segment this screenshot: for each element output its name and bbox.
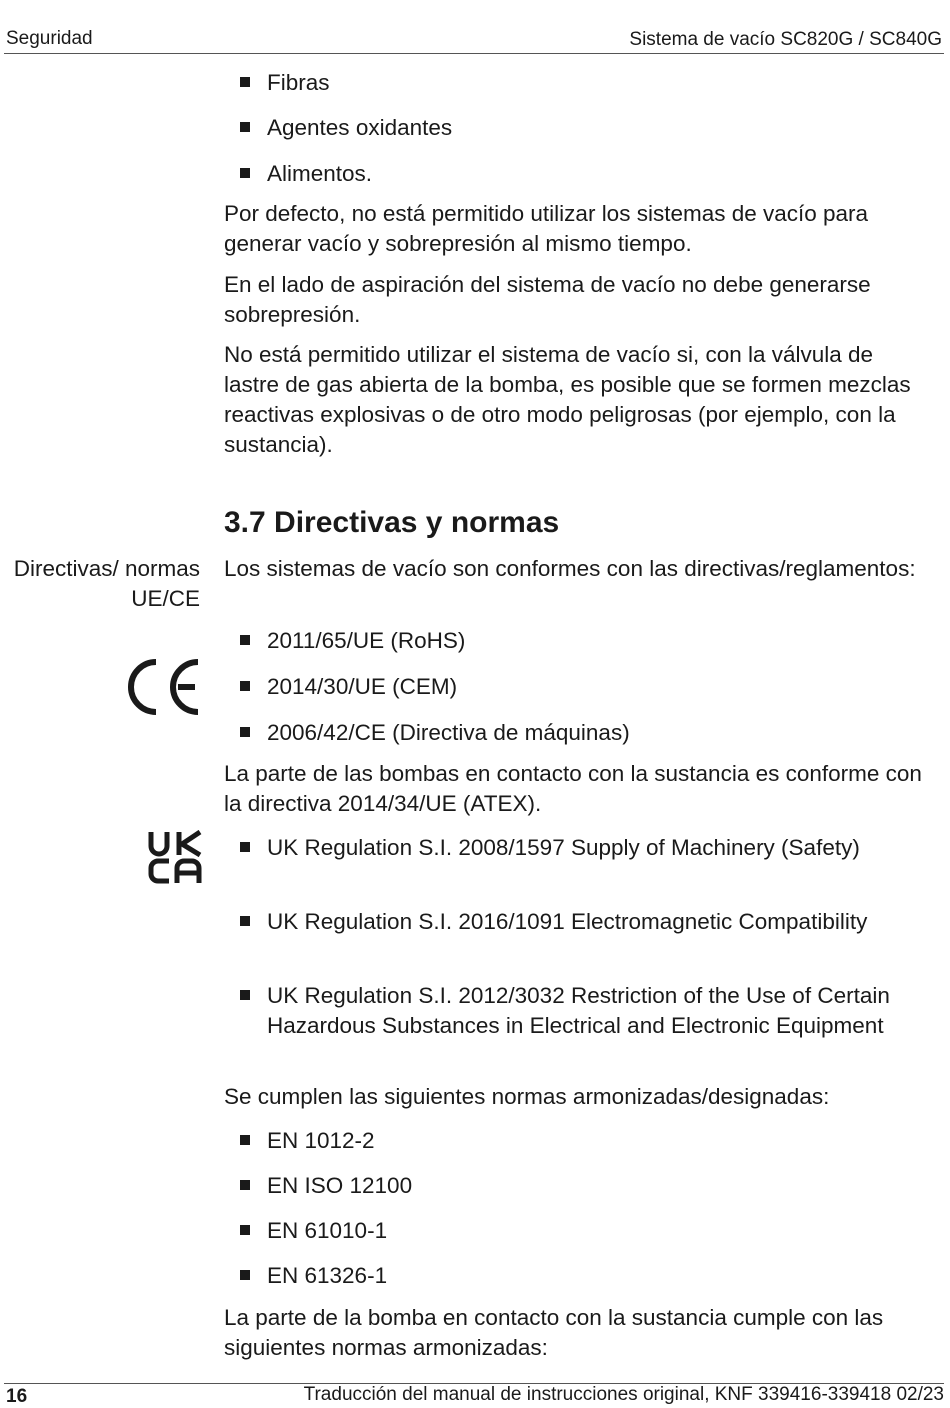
bullet-square-icon xyxy=(240,1270,250,1280)
list-item: EN ISO 12100 xyxy=(240,1171,920,1201)
paragraph: No está permitido utilizar el sistema de vacío si, con la válvula de lastre de gas abierta de la bomba, es posible que se formen mezclas reactivas explosivas o de otro modo peligrosas (por ejemplo, con la sustancia). xyxy=(224,342,911,457)
list-item: UK Regulation S.I. 2016/1091 Electromagnetic Compatibility xyxy=(240,907,920,937)
list-item: 2011/65/UE (RoHS) xyxy=(240,626,920,656)
bullet-square-icon xyxy=(240,635,250,645)
bullet-square-icon xyxy=(240,916,250,926)
footer-text: Traducción del manual de instrucciones original, KNF 339416-339418 02/23 xyxy=(303,1384,944,1405)
list-item: Alimentos. xyxy=(240,159,920,189)
paragraph: En el lado de aspiración del sistema de vacío no debe generarse sobrepresión. xyxy=(224,272,871,327)
bullet-square-icon xyxy=(240,1135,250,1145)
bullet-square-icon xyxy=(240,1225,250,1235)
header-divider xyxy=(4,53,944,54)
list-item: EN 61326-1 xyxy=(240,1261,920,1291)
bullet-square-icon xyxy=(240,1180,250,1190)
bullet-square-icon xyxy=(240,842,250,852)
list-item: EN 61010-1 xyxy=(240,1216,920,1246)
list-item: 2014/30/UE (CEM) xyxy=(240,672,920,702)
header-section: Seguridad xyxy=(6,28,93,49)
list-item: Fibras xyxy=(240,68,920,98)
list-item: EN 1012-2 xyxy=(240,1126,920,1156)
bullet-square-icon xyxy=(240,77,250,87)
ukca-mark-logo xyxy=(148,830,202,884)
margin-note: Directivas/ normas UE/CE xyxy=(13,556,200,611)
section-intro: Los sistemas de vacío son conformes con las directivas/reglamentos: xyxy=(224,556,916,581)
standards-intro: Se cumplen las siguientes normas armonizadas/designadas: xyxy=(224,1084,830,1109)
paragraph: Por defecto, no está permitido utilizar los sistemas de vacío para generar vacío y sobrepresión al mismo tiempo. xyxy=(224,201,869,256)
bullet-square-icon xyxy=(240,681,250,691)
header-product: Sistema de vacío SC820G / SC840G xyxy=(629,29,942,50)
bullet-square-icon xyxy=(240,990,250,1000)
closing-paragraph: La parte de la bomba en contacto con la sustancia cumple con las siguientes normas armonizadas: xyxy=(224,1305,884,1360)
atex-note: La parte de las bombas en contacto con la sustancia es conforme con la directiva 2014/34/UE (ATEX). xyxy=(224,761,922,816)
list-item: 2006/42/CE (Directiva de máquinas) xyxy=(240,718,920,748)
section-title: 3.7 Directivas y normas xyxy=(224,506,560,539)
ce-mark-logo xyxy=(124,658,202,716)
list-item: Agentes oxidantes xyxy=(240,113,920,143)
bullet-square-icon xyxy=(240,122,250,132)
bullet-square-icon xyxy=(240,168,250,178)
list-item: UK Regulation S.I. 2012/3032 Restriction of the Use of Certain Hazardous Substances in Electrical and Electronic Equipment xyxy=(240,981,920,1041)
list-item: UK Regulation S.I. 2008/1597 Supply of Machinery (Safety) xyxy=(240,833,920,863)
bullet-square-icon xyxy=(240,727,250,737)
page-number: 16 xyxy=(6,1386,28,1407)
